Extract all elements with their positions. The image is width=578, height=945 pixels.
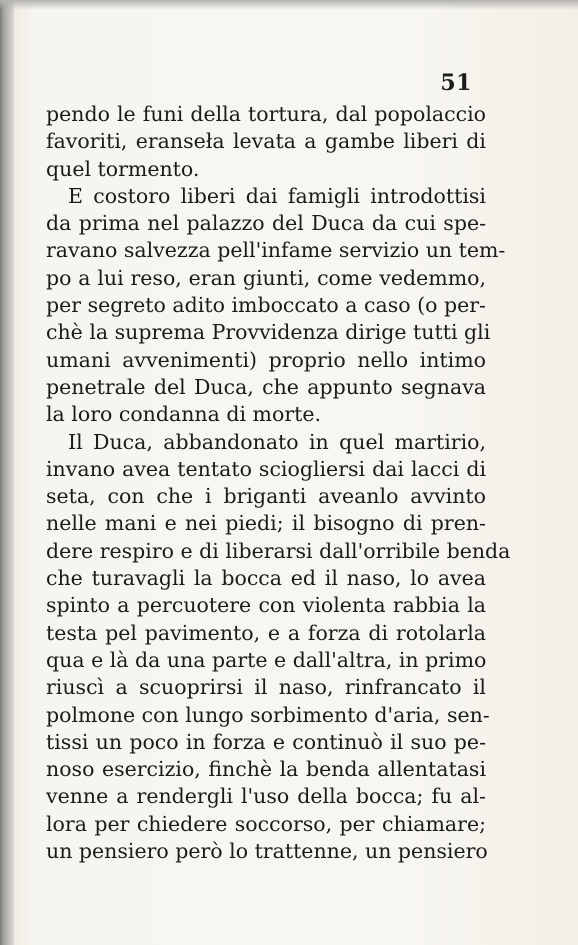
page-top-edge [0,0,578,10]
text-line: umani avvenimenti) proprio nello intimo [46,347,486,372]
text-line: penetrale del Duca, che appunto segnava [46,374,486,399]
text-line: nelle mani e nei piedi; il bisogno di pren- [46,511,486,536]
text-line: la loro condanna di morte. [46,402,322,427]
text-line: invano avea tentato sciogliersi dai lacci di [46,456,486,481]
text-line: chè la suprema Provvidenza dirige tutti gli [46,320,491,345]
text-line: pendo le funi della tortura, dal popolaccio [46,102,486,126]
paragraph-start-line: Il Duca, abbandonato in quel martirio, [68,429,486,454]
page-binding-edge [0,0,14,945]
text-line: po a lui reso, eran giunti, come vedemmo, [46,265,486,290]
body-text [46,101,511,865]
text-line: seta, con che i briganti aveanlo avvinto [46,484,486,509]
text-line: un pensiero però lo trattenne, un pensiero [46,839,488,864]
text-line: ravano salvezza pell'infame servizio un tem- [46,238,506,263]
text-line: da prima nel palazzo del Duca da cui spe- [46,211,486,236]
text-line: polmone con lungo sorbimento d'aria, sen- [46,702,490,727]
text-line: spinto a percuotere con violenta rabbia la [46,593,486,618]
text-line: che turavagli la bocca ed il naso, lo avea [46,566,486,591]
text-line: favoriti, eranseła levata a gambe liberi di [46,129,486,154]
text-line: qua e là da una parte e dall'altra, in primo [46,647,487,672]
text-line: lora per chiedere soccorso, per chiamare; [46,811,486,836]
text-line: noso esercizio, finchè la benda allentatasi [46,757,486,782]
text-line: testa pel pavimento, e a forza di rotolarla [46,620,486,645]
text-line: riuscì a scuoprirsi il naso, rinfrancato il [46,675,486,700]
page-number: 51 [440,70,472,96]
text-line: tissi un poco in forza e continuò il suo pe- [46,729,486,754]
text-line: per segreto adito imboccato a caso (o per- [46,293,486,318]
text-line: venne a rendergli l'uso della bocca; fu al- [46,784,486,809]
paragraph-start-line: E costoro liberi dai famigli introdottisi [68,183,486,208]
text-line: quel tormento. [46,156,200,181]
text-line: dere respiro e di liberarsi dall'orribile benda [46,538,511,563]
